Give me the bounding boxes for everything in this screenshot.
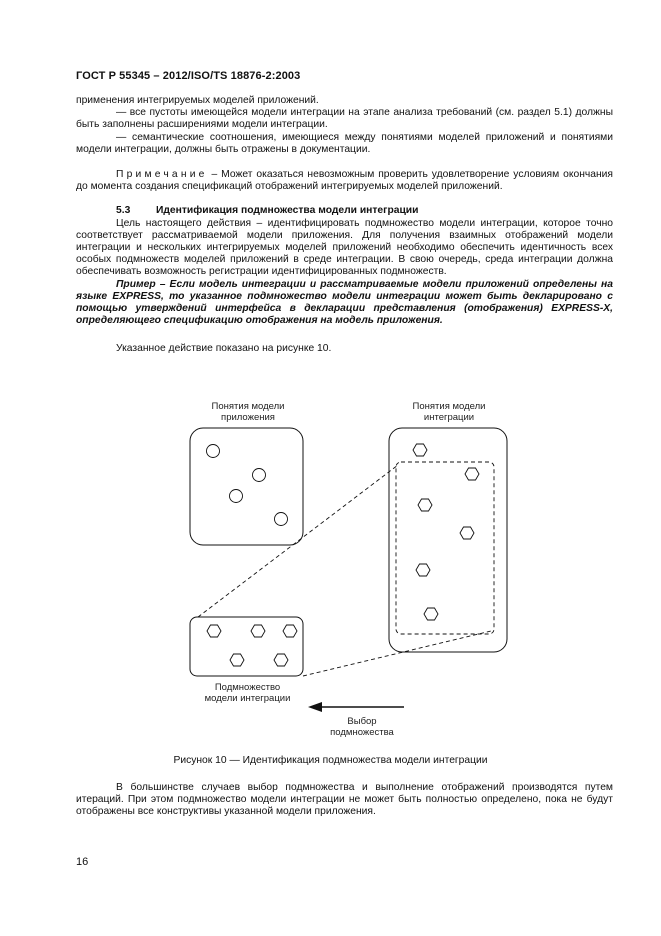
label-subset-selection [322,716,402,738]
label-int-line2: интеграции [423,412,475,423]
figure-caption: Рисунок 10 — Идентификация подмножества модели интеграции [173,755,488,766]
subset-concept-hexagon [230,654,244,666]
int-concept-hexagon [416,564,430,576]
app-concept-circle [275,513,288,526]
int-concept-hexagon [418,499,432,511]
selected-subset-dashed-box [396,462,494,634]
int-concept-hexagon [460,527,474,539]
subset-concept-hexagon [207,625,221,637]
example-paragraph: Пример – Если модель интеграции и рассматриваемые модели приложений определены на языке EXPRESS, то указанное подмножество модели интеграции может быть декларировано с помощью утверждений интерфейса в декларации представления (отображения) EXPRESS-X, определяющего спецификацию отображения на модель приложения. [76,278,613,327]
note-label: Примечание [116,169,208,181]
subset-concept-hexagon [251,625,265,637]
app-concept-circle [207,445,220,458]
app-concept-circle [253,469,266,482]
label-subset-line2: модели интеграции [204,693,291,704]
page-number: 16 [76,856,89,868]
label-integration-subset [190,682,305,704]
note-text: – Может оказаться невозможным проверить удовлетворение условиям окончания до момента создания спецификаций отображений интегрируемых моделей приложений. [76,169,613,193]
label-select-line1: Выбор [347,716,377,727]
app-concept-circle [230,490,243,503]
label-integration-concepts [393,401,505,423]
section-title: Идентификация подмножества модели интеграции [156,205,419,217]
integration-model-box [389,428,507,652]
paragraph-continuation: применения интегрируемых моделей приложений. [76,95,319,106]
paragraph-figure-ref: Указанное действие показано на рисунке 10. [116,343,332,355]
label-subset-line1: Подмножество [214,682,281,693]
subset-concept-hexagon [274,654,288,666]
label-int-line1: Понятия модели [412,401,486,412]
int-concept-hexagon [413,444,427,456]
paragraph-bullet-semantic: — семантические соотношения, имеющиеся между понятиями моделей приложений и понятиями модели интеграции, должны быть отражены в документации. [76,131,613,155]
subset-concept-hexagon [283,625,297,637]
label-application-concepts [193,401,303,423]
int-concept-hexagon [465,468,479,480]
label-app-line2: приложения [221,412,275,423]
section-number: 5.3 [116,205,131,217]
int-concept-hexagon [424,608,438,620]
subset-concept-hexagons [207,625,297,666]
projection-line-bottom [303,631,491,676]
paragraph-iterations: В большинстве случаев выбор подмножества и выполнение отображений производятся путем итераций. При этом подмножество модели интеграции не может быть полностью определено, пока не будут отображены все конструктивы указанной модели приложения. [76,782,613,818]
selection-arrow-head [308,702,322,712]
paragraph-purpose: Цель настоящего действия – идентифицировать подмножество модели интеграции, которое точно соответствует рассматриваемой модели приложения. Для получения взаимных отображений модели интеграции и нескольких интегрируемых моделей приложений необходимо обеспечить идентичность всех особых подмножеств моделей приложений в среде интеграции. В свою очередь, среда интеграции должна обеспечивать возможность регистрации идентифицированных подмножеств. [76,217,613,278]
text-block-bottom [76,782,613,819]
projection-line-top [198,465,398,617]
label-select-line2: подмножества [330,727,394,738]
application-model-box [190,428,303,545]
paragraph-bullet-gaps: — все пустоты имеющейся модели интеграции на этапе анализа требований (см. раздел 5.1) должны быть заполнены расширениями модели интеграции. [76,107,613,131]
integration-concept-hexagons [413,444,479,620]
document-header: ГОСТ Р 55345 – 2012/ISO/TS 18876-2:2003 [76,70,301,82]
label-app-line1: Понятия модели [211,401,285,412]
